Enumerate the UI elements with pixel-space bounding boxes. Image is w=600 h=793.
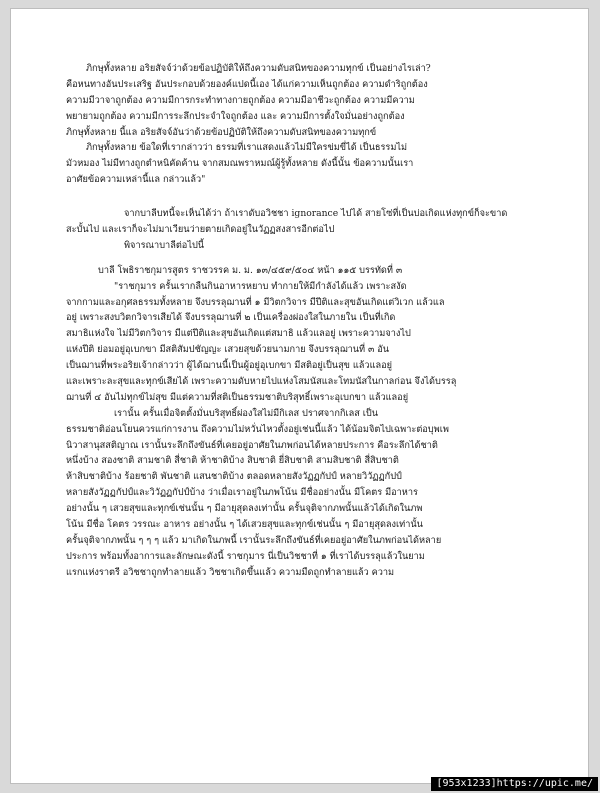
text-line: สะบั้นไป และเราก็จะไม่มาเวียนว่ายตายเกิดอยู่ในวัฏฏสงสารอีกต่อไป (66, 224, 335, 236)
text-line: จากบาลีบทนี้จะเห็นได้ว่า ถ้าเราดับอวิชชา ignorance ไปได้ สายโซ่ที่เป็นบ่อเกิดแห่งทุกข์ก็จะขาด (124, 208, 508, 220)
image-host-watermark: [953x1233]https://upic.me/ (431, 777, 598, 791)
text-line: มัวหมอง ไม่มีทางถูกตำหนิคัดค้าน จากสมณพราหมณ์ผู้รู้ทั้งหลาย ดังนี้นั้น ข้อความนั้นเรา (66, 158, 414, 170)
text-line: อย่างนั้น ๆ เสวยสุขและทุกข์เช่นนั้น ๆ มีอายุสุดลงเท่านั้น ครั้นจุติจากภพนั้นแล้วได้เกิดในภพ (66, 503, 423, 515)
text-line: ห้าสิบชาติบ้าง ร้อยชาติ พันชาติ แสนชาติบ้าง ตลอดหลายสังวัฏฏกัปป์ หลายวิวัฏฏกัปป์ (66, 471, 402, 483)
text-line: และเพราะละสุขและทุกข์เสียได้ เพราะความดับหายไปแห่งโสมนัสและโทมนัสในกาลก่อน จึงได้บรรลุ (66, 376, 457, 388)
text-line: พยายามถูกต้อง ความมีการระลึกประจำใจถูกต้อง และ ความมีการตั้งใจมั่นอย่างถูกต้อง (66, 110, 405, 122)
text-line: ภิกษุทั้งหลาย อริยสัจจ์ว่าด้วยข้อปฏิบัติให้ถึงความดับสนิทของความทุกข์ เป็นอย่างไรเล่า? (86, 63, 431, 74)
paragraph-2 (66, 140, 536, 188)
spacer (66, 197, 536, 206)
text-line: อาศัยข้อความเหล่านี้แล กล่าวแล้ว" (66, 174, 206, 186)
text-line: ธรรมชาติอ่อนโยนควรแก่การงาน ถึงความไม่หวั่นไหวตั้งอยู่เช่นนี้แล้ว ได้น้อมจิตไปเฉพาะต่อบุพเพ (66, 423, 449, 435)
paragraph-4: พิจารณาบาลีต่อไปนี้ (124, 239, 205, 251)
citation-line: บาลี โพธิราชกุมารสูตร ราชวรรค ม. ม. ๑๓/๔๕๙/๕๐๔ หน้า ๑๑๕ บรรทัดที่ ๓ (98, 264, 403, 276)
paragraph-6 (66, 406, 536, 581)
paragraph-1 (66, 61, 536, 140)
text-line: เป็นฌานที่พระอริยเจ้ากล่าวว่า ผู้ได้ฌานนี้เป็นผู้อยู่อุเบกขา มีสติอยู่เป็นสุข แล้วแลอยู่ (66, 360, 393, 372)
text-line: ภิกษุทั้งหลาย ข้อใดที่เรากล่าวว่า ธรรมที่เราแสดงแล้วไม่มีใครข่มขี่ได้ เป็นธรรมไม่ (86, 142, 408, 154)
text-line: ความมีวาจาถูกต้อง ความมีการกระทำทางกายถูกต้อง ความมีอาชีวะถูกต้อง ความมีความ (66, 94, 415, 106)
text-line: หลายสังวัฏฏกัปป์และวิวัฏฏกัปป์บ้าง ว่าเมื่อเราอยู่ในภพโน้น มีชื่ออย่างนั้น มีโคตร มีอาหาร (66, 487, 418, 499)
spacer (66, 188, 536, 197)
text-line: แรกแห่งราตรี อวิชชาถูกทำลายแล้ว วิชชาเกิดขึ้นแล้ว ความมืดถูกทำลายแล้ว ความ (66, 566, 395, 578)
text-line: อยู่ เพราะสงบวิตกวิจารเสียได้ จึงบรรลุฌานที่ ๒ เป็นเครื่องผ่องใสในภายใน เป็นที่เกิด (66, 312, 396, 324)
text-line: สมาธิแห่งใจ ไม่มีวิตกวิจาร มีแต่ปีติและสุขอันเกิดแต่สมาธิ แล้วแลอยู่ เพราะความจางไป (66, 328, 411, 340)
text-line: ฌานที่ ๔ อันไม่ทุกข์ไม่สุข มีแต่ความที่สติเป็นธรรมชาติบริสุทธิ์เพราะอุเบกขา แล้วแลอยู่ (66, 391, 409, 403)
text-line: นิวาสานุสสติญาณ เรานั้นระลึกถึงขันธ์ที่เคยอยู่อาศัยในภพก่อนได้หลายประการ คือระลึกได้ชาติ (66, 439, 438, 451)
text-line: แห่งปีติ ย่อมอยู่อุเบกขา มีสติสัมปชัญญะ เสวยสุขด้วยนามกาย จึงบรรลุฌานที่ ๓ อัน (66, 344, 390, 356)
text-line: ครั้นจุติจากภพนั้น ๆ ๆ ๆ แล้ว มาเกิดในภพนี้ เรานั้นระลึกถึงขันธ์ที่เคยอยู่อาศัยในภพก่อนได้หลาย (66, 534, 442, 546)
document-page (10, 8, 589, 784)
spacer (66, 254, 536, 263)
text-line: คือหนทางอันประเสริฐ อันประกอบด้วยองค์แปดนี้เอง ได้แก่ความเห็นถูกต้อง ความดำริถูกต้อง (66, 78, 428, 90)
text-line: เรานั้น ครั้นเมื่อจิตตั้งมั่นบริสุทธิ์ผ่องใสไม่มีกิเลส ปราศจากกิเลส เป็น (114, 407, 379, 419)
text-line: ภิกษุทั้งหลาย นี้แล อริยสัจจ์อันว่าด้วยข้อปฏิบัติให้ถึงความดับสนิทของความทุกข์ (66, 126, 377, 138)
paragraph-3 (66, 206, 536, 238)
text-line: ประการ พร้อมทั้งอาการและลักษณะดังนี้ ราชกุมาร นี่เป็นวิชชาที่ ๑ ที่เราได้บรรลุแล้วในยาม (66, 550, 425, 562)
text-line: "ราชกุมาร ครั้นเรากลืนกินอาหารหยาบ ทำกายให้มีกำลังได้แล้ว เพราะสงัด (114, 280, 407, 292)
text-line: โน้น มีชื่อ โคตร วรรณะ อาหาร อย่างนั้น ๆ ได้เสวยสุขและทุกข์เช่นนั้น ๆ มีอายุสุดลงเท่านั้น (66, 519, 423, 531)
paragraph-5 (66, 279, 536, 406)
text-line: หนึ่งบ้าง สองชาติ สามชาติ สี่ชาติ ห้าชาติบ้าง สิบชาติ ยี่สิบชาติ สามสิบชาติ สี่สิบชาติ (66, 455, 399, 467)
text-line: จากกามและอกุศลธรรมทั้งหลาย จึงบรรลุฌานที่ ๑ มีวิตกวิจาร มีปีติและสุขอันเกิดแต่วิเวก แล้วแล (66, 296, 445, 308)
document-body (66, 61, 536, 581)
